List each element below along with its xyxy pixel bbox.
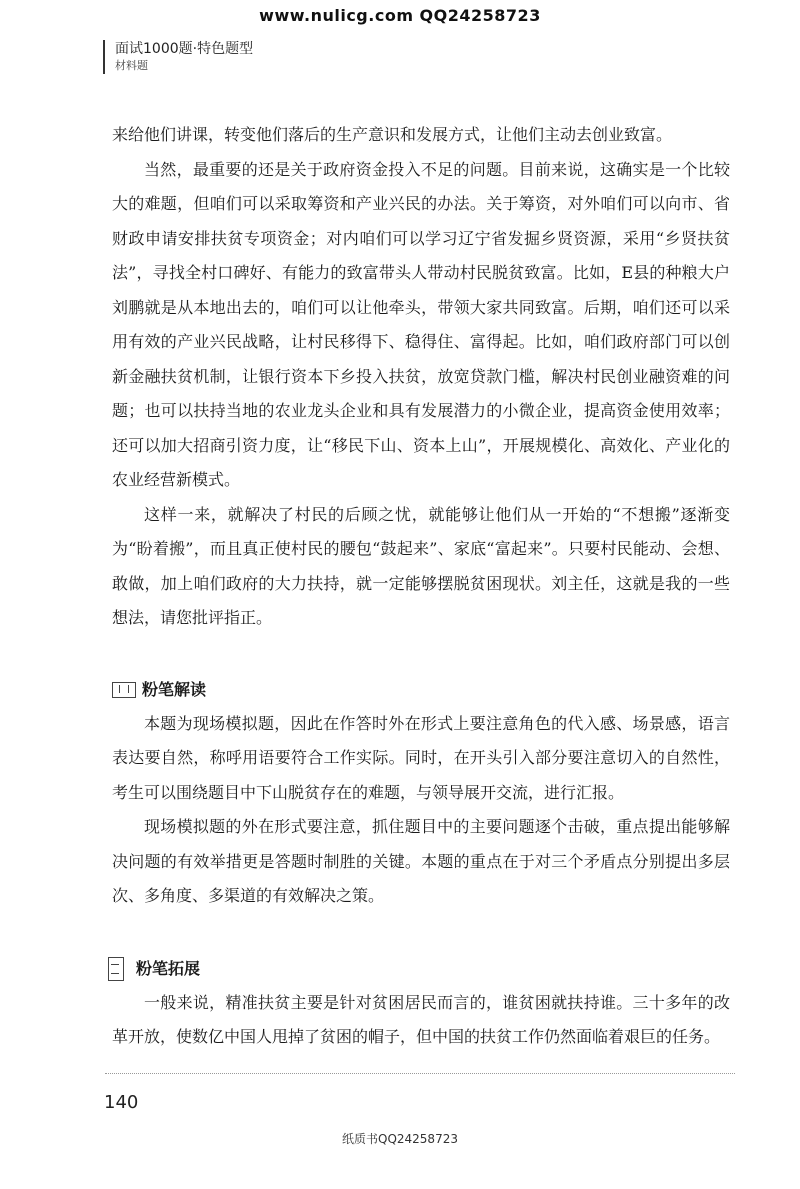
continuation-paragraph: 来给他们讲课，转变他们落后的生产意识和发展方式，让他们主动去创业致富。 xyxy=(112,125,673,144)
top-watermark: www.nulicg.com QQ24258723 xyxy=(259,6,541,25)
answer-paragraph: 当然，最重要的还是关于政府资金投入不足的问题。目前来说，这确实是一个比较大的难题，但咱们可以采取筹资和产业兴民的办法。关于筹资，对外咱们可以向市、省财政申请安排扶贫专项资金；对内咱们可以学习辽宁省发掘乡贤资源，采用“乡贤扶贫法”，寻找全村口碑好、有能力的致富带头人带动村民脱贫致富。比如，E县的种粮大户刘鹏就是从本地出去的，咱们可以让他牵头，带领大家共同致富。后期，咱们还可以采用有效的产业兴民战略，让村民移得下、稳得住、富得起。比如，咱们政府部门可以创新金融扶贫机制，让银行资本下乡投入扶贫，放宽贷款门槛，解决村民创业融资难的问题；也可以扶持当地的农业龙头企业和具有发展潜力的小微企业，提高资金使用效率；还可以加大招商引资力度，让“移民下山、资本上山”，开展规模化、高效化、产业化的农业经营新模式。 xyxy=(112,159,730,489)
bottom-watermark: 纸质书QQ24258723 xyxy=(342,1132,458,1146)
answer-paragraph: 这样一来，就解决了村民的后顾之忧，就能够让他们从一开始的“不想搬”逐渐变为“盼着搬”，而且真正使村民的腰包“鼓起来”、家底“富起来”。只要村民能动、会想、敢做，加上咱们政府的大力扶持，就一定能够摆脱贫困现状。刘主任，这就是我的一些想法，请您批评指正。 xyxy=(112,504,730,627)
book-series-title: 面试1000题·特色题型 xyxy=(115,41,254,57)
page-body xyxy=(112,118,730,1055)
section-heading-extension xyxy=(112,952,730,986)
section-paragraph: 本题为现场模拟题，因此在作答时外在形式上要注意角色的代入感、场景感，语言表达要自然，称呼用语要符合工作实际。同时，在开头引入部分要注意切入的自然性，考生可以围绕题目中下山脱贫存在的难题，与领导展开交流，进行汇报。 xyxy=(112,713,730,802)
section-paragraph: 现场模拟题的外在形式要注意，抓住题目中的主要问题逐个击破，重点提出能够解决问题的有效举措更是答题时制胜的关键。本题的重点在于对三个矛盾点分别提出多层次、多角度、多渠道的有效解决之策。 xyxy=(112,817,730,905)
page-number: 140 xyxy=(104,1092,139,1113)
running-header xyxy=(103,40,253,74)
section-title: 粉笔解读 xyxy=(142,679,207,699)
chalk-box-icon xyxy=(108,957,124,981)
section-heading-interpretation xyxy=(112,673,730,707)
chalk-box-icon xyxy=(112,682,136,698)
chapter-title: 材料题 xyxy=(115,59,148,72)
section-title: 粉笔拓展 xyxy=(136,958,201,978)
section-paragraph: 一般来说，精准扶贫主要是针对贫困居民而言的，谁贫困就扶持谁。三十多年的改革开放，使数亿中国人甩掉了贫困的帽子，但中国的扶贫工作仍然面临着艰巨的任务。 xyxy=(112,992,730,1046)
footer-divider xyxy=(105,1073,735,1074)
